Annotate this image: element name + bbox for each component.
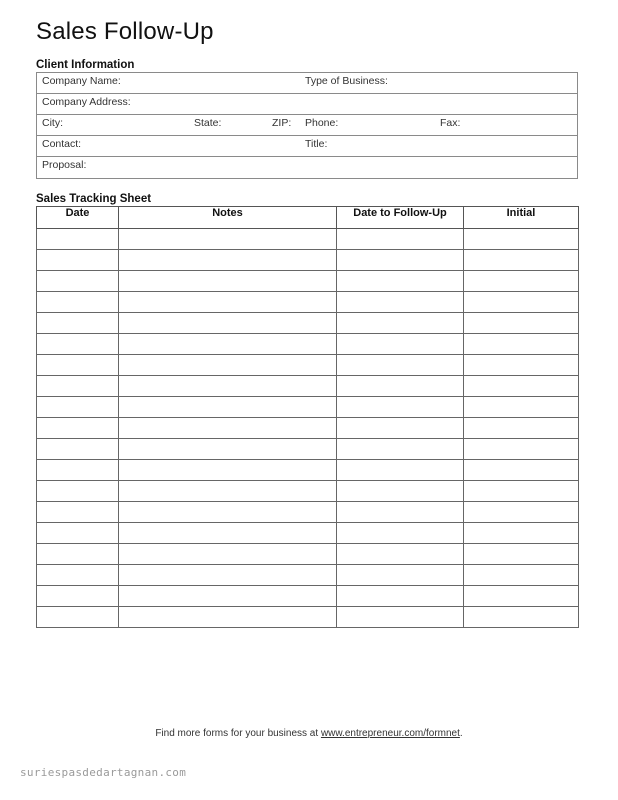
table-row: [37, 376, 579, 397]
notes-cell[interactable]: [119, 313, 337, 334]
date-cell[interactable]: [37, 313, 119, 334]
title-label: Title:: [305, 138, 328, 150]
follow-up-date-cell[interactable]: [337, 292, 464, 313]
notes-cell[interactable]: [119, 460, 337, 481]
table-row: [37, 271, 579, 292]
table-row: [37, 565, 579, 586]
follow-up-date-cell[interactable]: [337, 397, 464, 418]
table-row: [37, 523, 579, 544]
date-cell[interactable]: [37, 481, 119, 502]
notes-cell[interactable]: [119, 439, 337, 460]
follow-up-date-cell[interactable]: [337, 313, 464, 334]
table-row: [37, 355, 579, 376]
table-row: [37, 439, 579, 460]
date-cell[interactable]: [37, 355, 119, 376]
table-row: [37, 397, 579, 418]
notes-cell[interactable]: [119, 565, 337, 586]
notes-cell[interactable]: [119, 250, 337, 271]
table-row: [37, 607, 579, 628]
company-address-label: Company Address:: [42, 96, 131, 108]
initial-cell[interactable]: [464, 376, 579, 397]
initial-cell[interactable]: [464, 271, 579, 292]
notes-cell[interactable]: [119, 502, 337, 523]
initial-cell[interactable]: [464, 334, 579, 355]
footer-period: .: [459, 728, 463, 739]
client-row-address: [37, 94, 577, 115]
notes-cell[interactable]: [119, 397, 337, 418]
initial-cell[interactable]: [464, 355, 579, 376]
client-information-form: [36, 72, 578, 179]
footer: [0, 728, 618, 739]
notes-cell[interactable]: [119, 292, 337, 313]
initial-cell[interactable]: [464, 565, 579, 586]
initial-cell[interactable]: [464, 439, 579, 460]
watermark: suriespasdedartagnan.com: [20, 766, 187, 779]
proposal-label: Proposal:: [42, 159, 87, 171]
initial-cell[interactable]: [464, 292, 579, 313]
notes-cell[interactable]: [119, 229, 337, 250]
client-row-company: [37, 73, 577, 94]
initial-cell[interactable]: [464, 250, 579, 271]
table-row: [37, 481, 579, 502]
initial-cell[interactable]: [464, 460, 579, 481]
date-cell[interactable]: [37, 565, 119, 586]
notes-column-header: Notes: [119, 207, 337, 229]
table-row: [37, 313, 579, 334]
notes-cell[interactable]: [119, 544, 337, 565]
follow-up-date-cell[interactable]: [337, 271, 464, 292]
date-column-header: Date: [37, 207, 119, 229]
follow-up-date-cell[interactable]: [337, 334, 464, 355]
follow-up-date-cell[interactable]: [337, 355, 464, 376]
notes-cell[interactable]: [119, 481, 337, 502]
initial-cell[interactable]: [464, 481, 579, 502]
date-cell[interactable]: [37, 586, 119, 607]
initial-column-header: Initial: [464, 207, 579, 229]
type-of-business-label: Type of Business:: [305, 75, 388, 87]
date-cell[interactable]: [37, 460, 119, 481]
sales-tracking-table: [36, 206, 579, 628]
follow-up-date-cell[interactable]: [337, 439, 464, 460]
date-cell[interactable]: [37, 271, 119, 292]
notes-cell[interactable]: [119, 376, 337, 397]
contact-label: Contact:: [42, 138, 82, 150]
initial-cell[interactable]: [464, 313, 579, 334]
follow-up-date-cell[interactable]: [337, 586, 464, 607]
fax-label: Fax:: [440, 117, 461, 129]
notes-cell[interactable]: [119, 271, 337, 292]
follow-up-date-cell[interactable]: [337, 607, 464, 628]
footer-text: Find more forms for your business at: [155, 728, 319, 739]
footer-link[interactable]: www.entrepreneur.com/formnet: [320, 728, 460, 739]
follow-up-date-cell[interactable]: [337, 565, 464, 586]
zip-label: ZIP:: [272, 117, 292, 129]
table-row: [37, 229, 579, 250]
initial-cell[interactable]: [464, 502, 579, 523]
table-row: [37, 292, 579, 313]
follow-up-date-cell[interactable]: [337, 229, 464, 250]
client-information-heading: Client Information: [36, 59, 135, 71]
table-row: [37, 418, 579, 439]
date-cell[interactable]: [37, 250, 119, 271]
company-name-label: Company Name:: [42, 75, 121, 87]
date-cell[interactable]: [37, 376, 119, 397]
client-row-proposal: [37, 157, 577, 178]
date-cell[interactable]: [37, 607, 119, 628]
date-cell[interactable]: [37, 544, 119, 565]
initial-cell[interactable]: [464, 397, 579, 418]
client-row-city: [37, 115, 577, 136]
date-cell[interactable]: [37, 523, 119, 544]
follow-up-date-cell[interactable]: [337, 481, 464, 502]
follow-up-date-cell[interactable]: [337, 250, 464, 271]
follow-up-date-cell[interactable]: [337, 460, 464, 481]
date-cell[interactable]: [37, 502, 119, 523]
follow-up-date-cell[interactable]: [337, 544, 464, 565]
notes-cell[interactable]: [119, 523, 337, 544]
state-label: State:: [194, 117, 222, 129]
notes-cell[interactable]: [119, 355, 337, 376]
table-row: [37, 544, 579, 565]
date-cell[interactable]: [37, 418, 119, 439]
notes-cell[interactable]: [119, 334, 337, 355]
table-row: [37, 586, 579, 607]
date-cell[interactable]: [37, 334, 119, 355]
sales-tracking-heading: Sales Tracking Sheet: [36, 193, 152, 205]
date-cell[interactable]: [37, 229, 119, 250]
table-row: [37, 460, 579, 481]
follow-up-date-column-header: Date to Follow-Up: [337, 207, 464, 229]
initial-cell[interactable]: [464, 229, 579, 250]
follow-up-date-cell[interactable]: [337, 523, 464, 544]
table-row: [37, 250, 579, 271]
notes-cell[interactable]: [119, 586, 337, 607]
initial-cell[interactable]: [464, 544, 579, 565]
client-row-contact: [37, 136, 577, 157]
follow-up-date-cell[interactable]: [337, 502, 464, 523]
initial-cell[interactable]: [464, 523, 579, 544]
page-title: Sales Follow-Up: [36, 18, 214, 45]
tracking-table-body: [37, 229, 579, 628]
phone-label: Phone:: [305, 117, 339, 129]
date-cell[interactable]: [37, 439, 119, 460]
follow-up-date-cell[interactable]: [337, 418, 464, 439]
date-cell[interactable]: [37, 397, 119, 418]
initial-cell[interactable]: [464, 586, 579, 607]
initial-cell[interactable]: [464, 607, 579, 628]
date-cell[interactable]: [37, 292, 119, 313]
table-row: [37, 502, 579, 523]
notes-cell[interactable]: [119, 418, 337, 439]
follow-up-date-cell[interactable]: [337, 376, 464, 397]
table-header-row: [37, 207, 579, 229]
notes-cell[interactable]: [119, 607, 337, 628]
initial-cell[interactable]: [464, 418, 579, 439]
city-label: City:: [42, 117, 63, 129]
table-row: [37, 334, 579, 355]
